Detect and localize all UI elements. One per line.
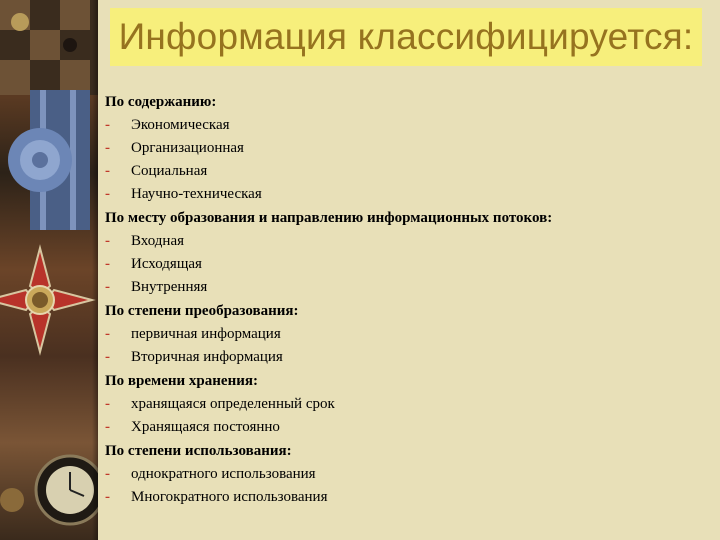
list-item-label: Многократного использования [131, 489, 328, 505]
list-item-label: Входная [131, 233, 185, 249]
list-item-label: Экономическая [131, 117, 230, 133]
bullet-dash: - [105, 140, 110, 156]
list-item [105, 230, 715, 253]
bullet-dash: - [105, 396, 110, 412]
medals-illustration [0, 0, 98, 540]
group-heading: По степени использования: [105, 443, 292, 459]
bullet-dash: - [105, 326, 110, 342]
list-item-label: Вторичная информация [131, 349, 283, 365]
list-item-label: хранящаяся определенный срок [131, 396, 335, 412]
bullet-dash: - [105, 117, 110, 133]
list-item [105, 276, 715, 299]
list-item [105, 137, 715, 160]
list-item [105, 323, 715, 346]
bullet-dash: - [105, 419, 110, 435]
list-item [105, 253, 715, 276]
list-item-label: Научно-техническая [131, 186, 262, 202]
title-bar [110, 8, 702, 66]
slide-title: Информация классифицируется: [118, 16, 694, 57]
bullet-dash: - [105, 256, 110, 272]
list-item-label: Внутренняя [131, 279, 208, 295]
bullet-dash: - [105, 489, 110, 505]
list-item-label: Исходящая [131, 256, 202, 272]
list-item-label: однократного использования [131, 466, 316, 482]
classification-list [105, 90, 715, 509]
list-item-label: Хранящаяся постоянно [131, 419, 280, 435]
list-item [105, 393, 715, 416]
bullet-dash: - [105, 466, 110, 482]
list-item [105, 486, 715, 509]
bullet-dash: - [105, 233, 110, 249]
list-item [105, 114, 715, 137]
bullet-dash: - [105, 163, 110, 179]
group-heading: По степени преобразования: [105, 303, 299, 319]
list-item-label: Социальная [131, 163, 208, 179]
list-item [105, 463, 715, 486]
list-item-label: первичная информация [131, 326, 281, 342]
bullet-dash: - [105, 279, 110, 295]
list-item [105, 346, 715, 369]
group-heading: По месту образования и направлению информационных потоков: [105, 210, 553, 226]
bullet-dash: - [105, 349, 110, 365]
decorative-photo-strip [0, 0, 98, 540]
group-heading: По содержанию: [105, 94, 217, 110]
bullet-dash: - [105, 186, 110, 202]
list-item-label: Организационная [131, 140, 244, 156]
group-heading: По времени хранения: [105, 373, 258, 389]
list-item [105, 416, 715, 439]
list-item [105, 183, 715, 206]
list-item [105, 160, 715, 183]
